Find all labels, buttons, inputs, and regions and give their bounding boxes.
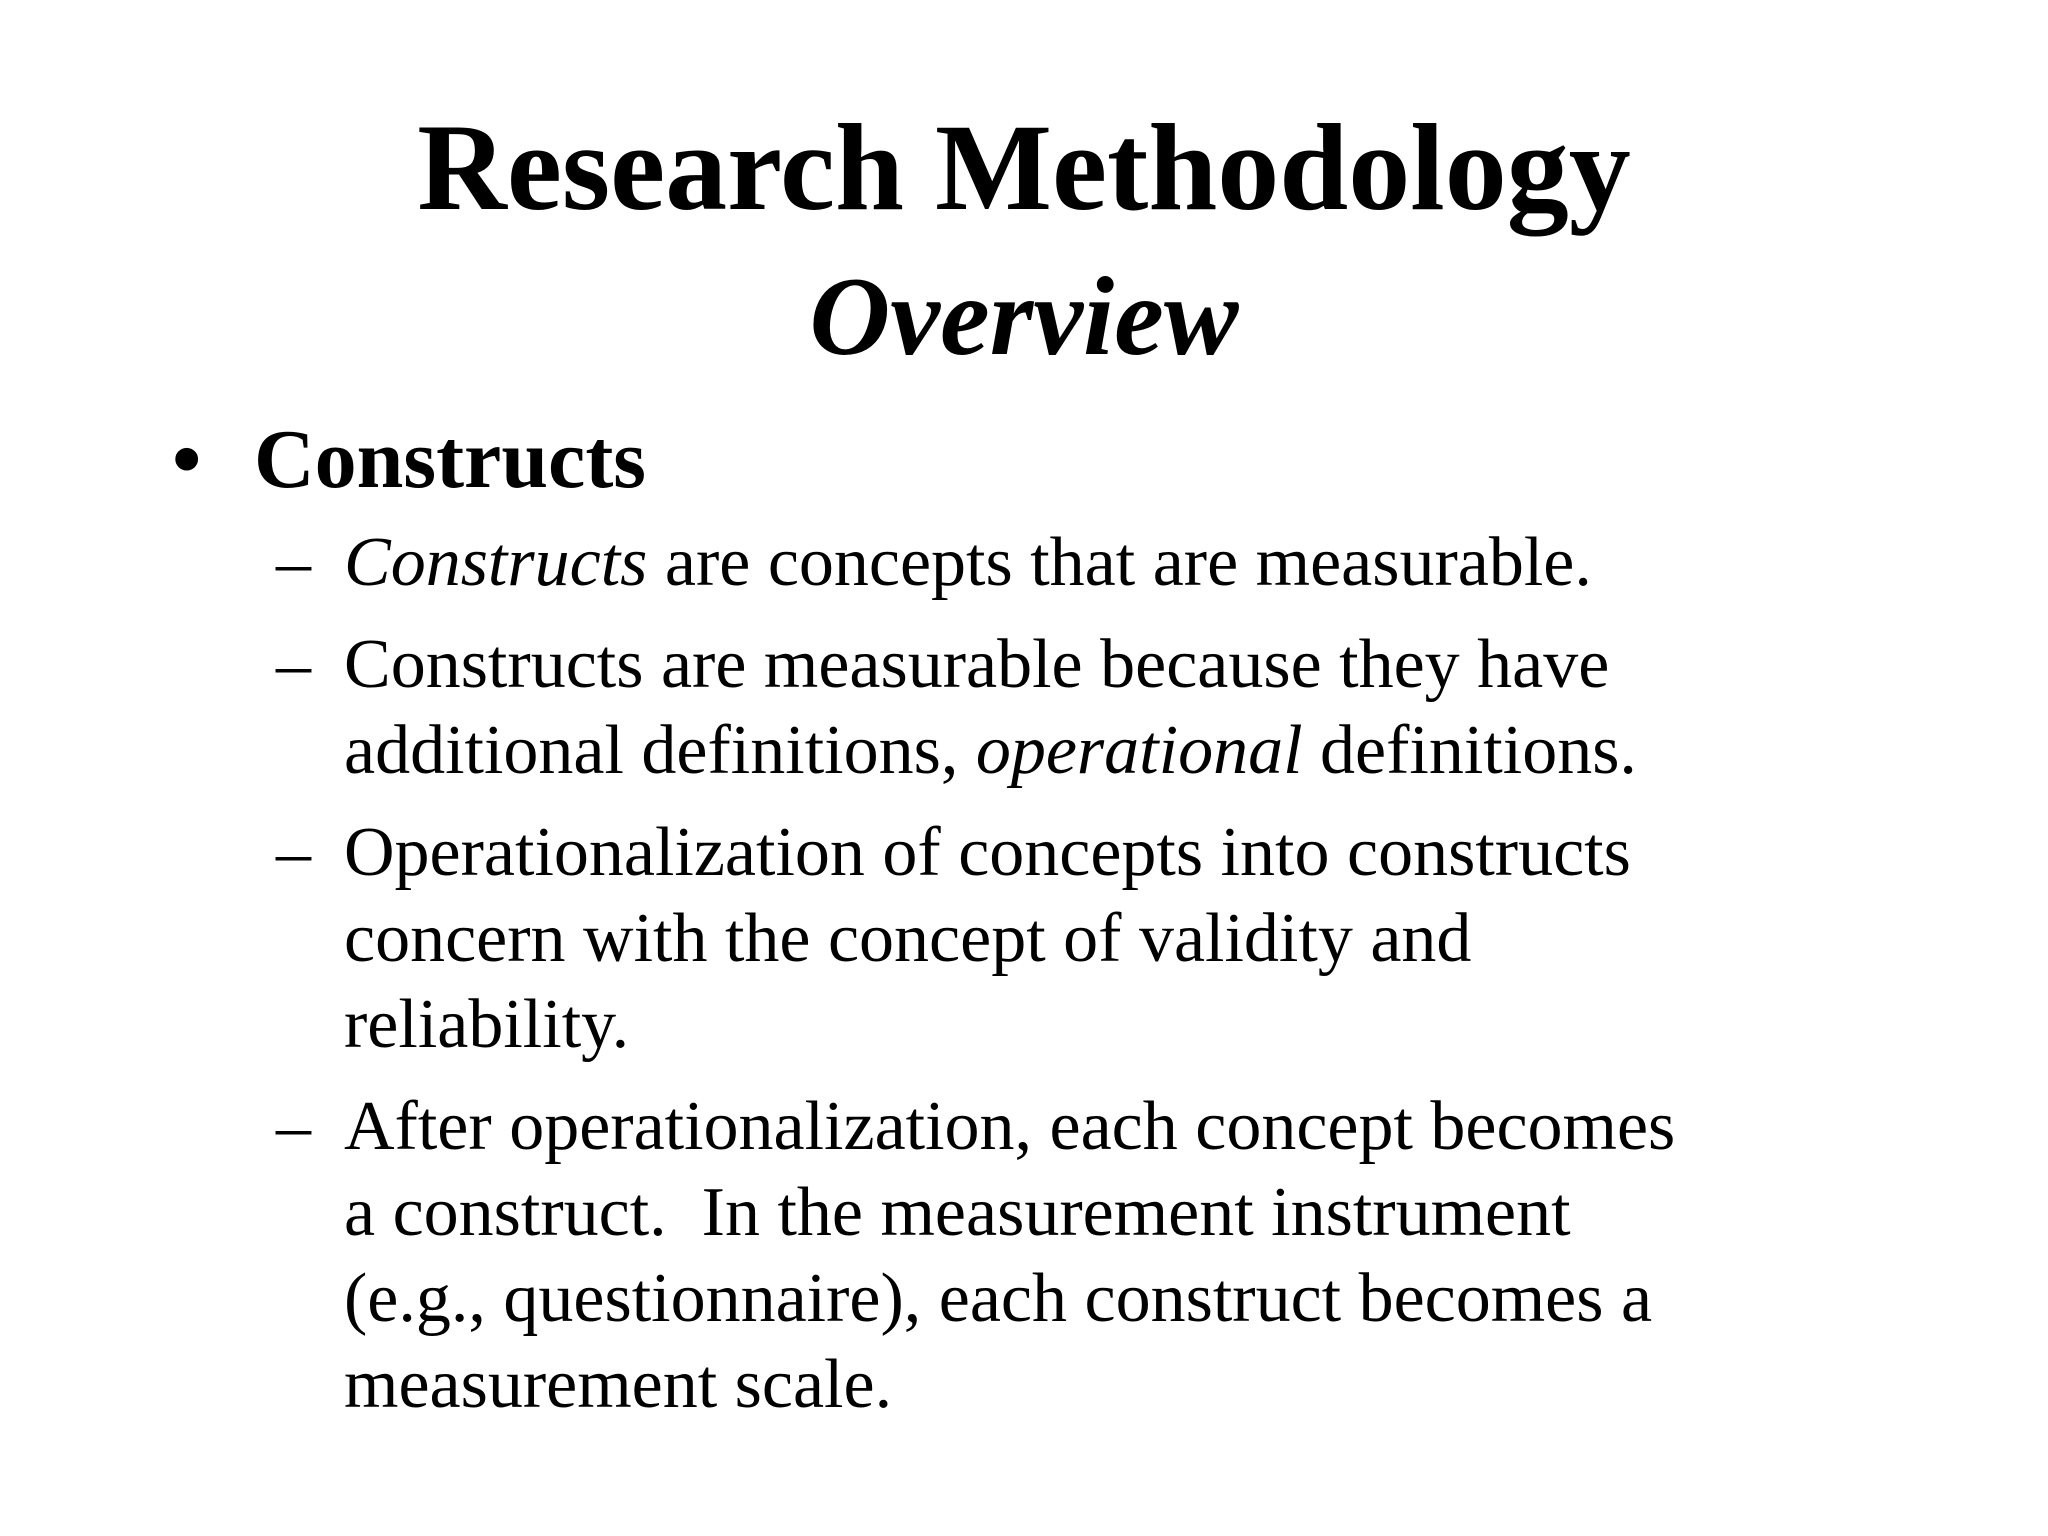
sub-bullet-item: [276, 622, 1996, 794]
text-line: (e.g., questionnaire), each construct becomes a: [344, 1260, 1653, 1337]
bullet-marker: •: [172, 413, 202, 506]
sub-bullet-item: [276, 1084, 1996, 1428]
text-line: After operationalization, each concept becomes: [344, 1088, 1676, 1165]
bullet-constructs: [172, 410, 646, 510]
dash-marker: –: [276, 524, 311, 601]
text-line: additional definitions, operational definitions.: [344, 712, 1637, 789]
slide-title: Research Methodology: [417, 99, 1631, 236]
text-line: concern with the concept of validity and: [344, 900, 1472, 977]
text-line: Constructs are measurable because they have: [344, 626, 1610, 703]
dash-marker: –: [276, 626, 311, 703]
text-line: reliability.: [344, 986, 630, 1063]
dash-marker: –: [276, 1088, 311, 1165]
text-line: measurement scale.: [344, 1346, 893, 1423]
sub-bullet-item: [276, 520, 1996, 606]
bullet-label: Constructs: [254, 413, 646, 506]
text-line: Operationalization of concepts into constructs: [344, 814, 1631, 891]
dash-marker: –: [276, 814, 311, 891]
slide-subtitle: Overview: [809, 255, 1239, 379]
text-line: a construct. In the measurement instrument: [344, 1174, 1571, 1251]
sub-bullet-item: [276, 810, 1996, 1068]
text-line: Constructs are concepts that are measurable.: [344, 524, 1592, 601]
sub-bullet-list: [276, 520, 1996, 1444]
